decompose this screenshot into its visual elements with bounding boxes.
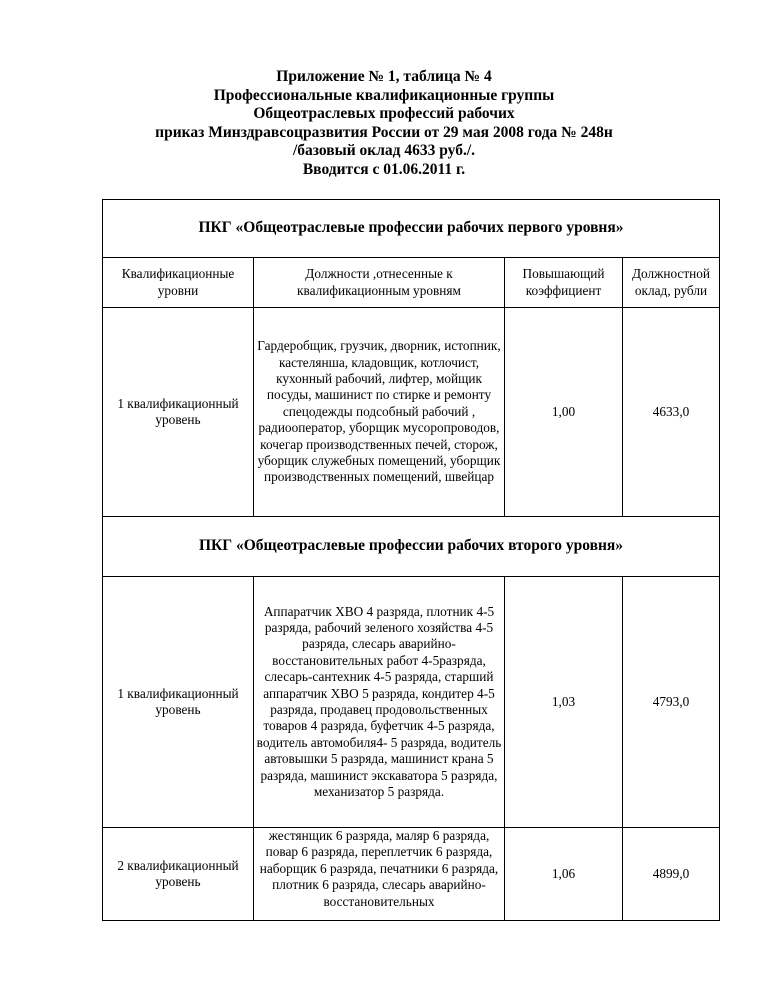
group-title-1: ПКГ «Общеотраслевые профессии рабочих первого уровня»	[103, 200, 720, 258]
level-cell: 1 квалификационный уровень	[103, 577, 254, 828]
level-cell: 2 квалификационный уровень	[103, 828, 254, 921]
column-header-row	[103, 258, 720, 308]
header-line-2: Профессиональные квалификационные группы	[213, 86, 555, 104]
table-row	[103, 308, 720, 517]
positions-cell: Гардеробщик, грузчик, дворник, истопник, кастелянша, кладовщик, котлочист, кухонный рабочий, лифтер, мойщик посуды, машинист по стирке и ремонту спецодежды подсобный рабочий , радиооператор, уборщик мусоропроводов, кочегар производственных печей, сторож, уборщик служебных помещений, уборщик производственных помещений, швейцар	[254, 308, 505, 517]
salary-cell: 4899,0	[623, 828, 720, 921]
positions-cell: Аппаратчик ХВО 4 разряда, плотник 4-5 разряда, рабочий зеленого хозяйства 4-5 разряда, слесарь аварийно-восстановительных работ 4-5разряда, слесарь-сантехник 4-5 разряда, старший аппаратчик ХВО 5 разряда, кондитер 4-5 разряда, продавец продовольственных товаров 4 разряда, буфетчик 4-5 разряда, водитель автомобиля4- 5 разряда, водитель автовышки 5 разряда, машинист крана 5 разряда, машинист экскаватора 5 разряда, механизатор 5 разряда.	[254, 577, 505, 828]
group-title-2: ПКГ «Общеотраслевые профессии рабочих второго уровня»	[103, 517, 720, 577]
positions-cell	[254, 828, 505, 921]
header-line-1: Приложение № 1, таблица № 4	[276, 68, 492, 85]
header-line-6: Вводится с 01.06.2011 г.	[302, 160, 466, 178]
table-row	[103, 828, 720, 921]
coef-cell: 1,03	[505, 577, 623, 828]
column-header-positions: Должности ,отнесенные к квалификационным уровням	[254, 258, 505, 308]
header-line-4: приказ Минздравсоцразвития России от 29 мая 2008 года № 248н	[155, 123, 613, 141]
header-line-3: Общеотраслевых профессий рабочих	[253, 105, 515, 122]
salary-cell: 4793,0	[623, 577, 720, 828]
column-header-level: Квалификационные уровни	[103, 258, 254, 308]
header-line-5: /базовый оклад 4633 руб./.	[292, 142, 476, 159]
coef-cell: 1,00	[505, 308, 623, 517]
level-cell: 1 квалификационный уровень	[103, 308, 254, 517]
table-row	[103, 577, 720, 828]
salary-table	[102, 199, 720, 921]
salary-cell: 4633,0	[623, 308, 720, 517]
document-header	[0, 68, 768, 179]
coef-cell: 1,06	[505, 828, 623, 921]
group-header-row	[103, 517, 720, 577]
column-header-coef: Повышающий коэффициент	[505, 258, 623, 308]
column-header-salary: Должностной оклад, рубли	[623, 258, 720, 308]
positions-text: жестянщик 6 разряда, маляр 6 разряда, повар 6 разряда, переплетчик 6 разряда, наборщик 6 разряда, печатники 6 разряда, плотник 6 разряда, слесарь аварийно-восстановительных	[259, 828, 499, 909]
group-header-row	[103, 200, 720, 258]
